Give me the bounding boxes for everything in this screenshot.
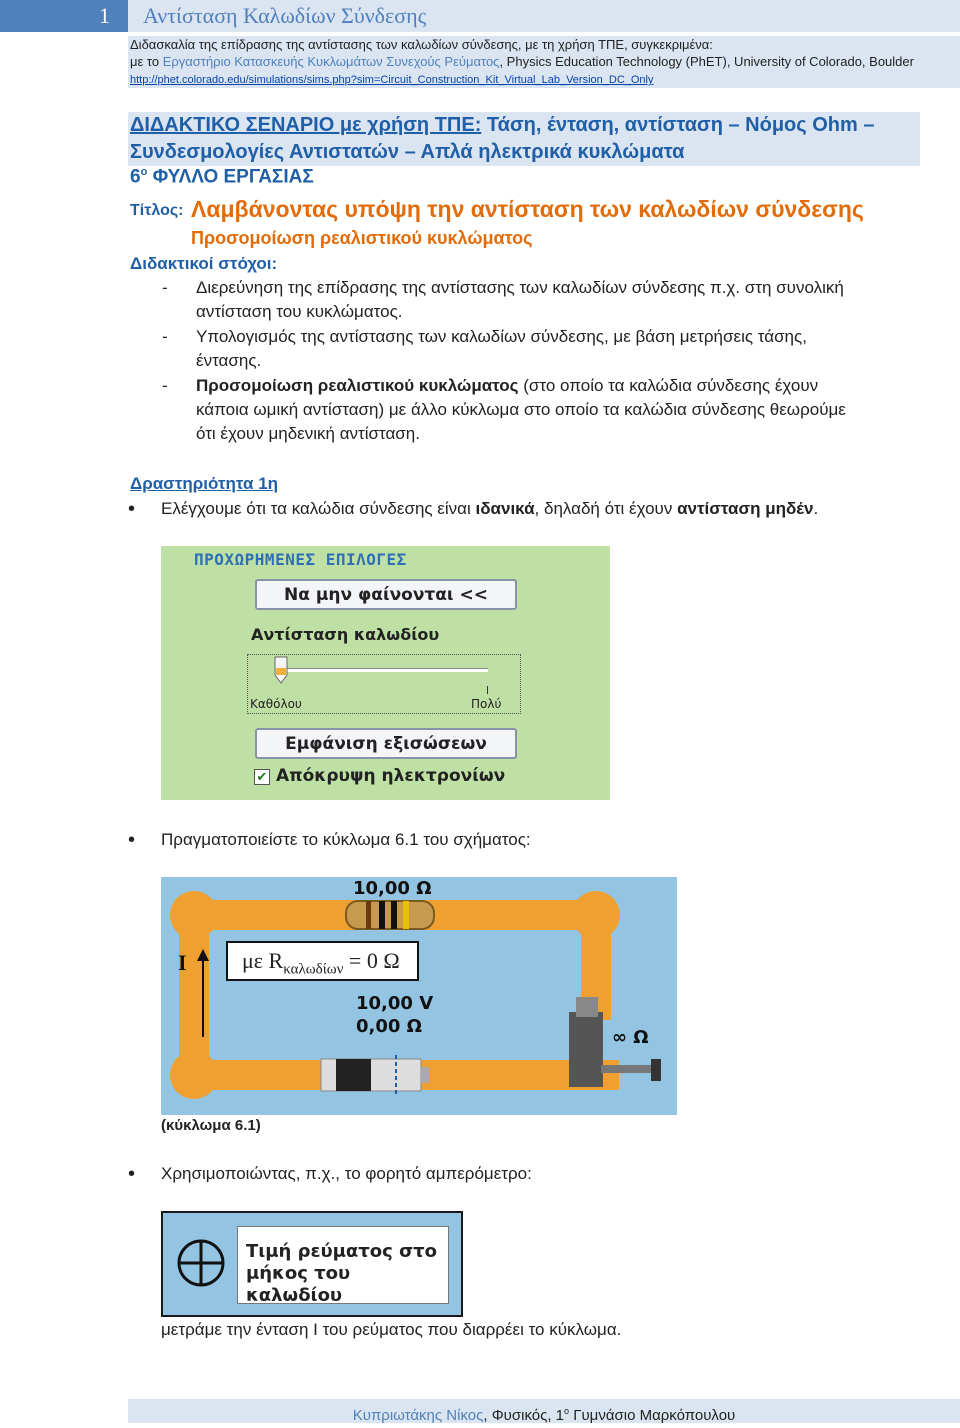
b1-end: . bbox=[813, 499, 819, 518]
ammeter-reading-label bbox=[237, 1226, 449, 1304]
measurement-text: μετράμε την ένταση Ι του ρεύματος που διαρρέει το κύκλωμα. bbox=[161, 1320, 622, 1339]
goal-item-2 bbox=[196, 325, 926, 373]
current-label: I bbox=[178, 950, 187, 975]
intro-lab-name: Εργαστήριο Κατασκευής Κυκλωμάτων Συνεχούς Ρεύματος bbox=[162, 54, 500, 69]
bullet-3-text: Χρησιμοποιώντας, π.χ., το φορητό αμπερόμετρο: bbox=[161, 1164, 532, 1183]
worksheet-subtitle: Προσομοίωση ρεαλιστικού κυκλώματος bbox=[191, 228, 533, 248]
footer-sup: ο bbox=[564, 1406, 570, 1416]
title-label: Τίτλος: bbox=[130, 202, 184, 219]
goal-item-1 bbox=[196, 276, 926, 324]
scenario-line-2: Συνδεσμολογίες Αντιστατών – Απλά ηλεκτρικά κυκλώματα bbox=[130, 141, 685, 163]
goal-3-line-1 bbox=[196, 374, 926, 398]
sheet-text: ΦΥΛΛΟ ΕΡΓΑΣΙΑΣ bbox=[147, 166, 314, 188]
intro-line-2 bbox=[128, 53, 960, 70]
bullet-2-text: Πραγματοποιείστε το κύκλωμα 6.1 του σχήματος: bbox=[161, 830, 531, 849]
hide-options-button[interactable]: Να μην φαίνονται << bbox=[255, 579, 517, 610]
page-title: Αντίσταση Καλωδίων Σύνδεσης bbox=[143, 3, 427, 28]
simulation-link[interactable]: http://phet.colorado.edu/simulations/sims.php?sim=Circuit_Construction_Kit_Virtual_Lab_Version_DC_Only bbox=[130, 74, 654, 86]
resistor-value: 10,00 Ω bbox=[353, 878, 432, 899]
goal-1-line-1: Διερεύνηση της επίδρασης της αντίστασης των καλωδίων σύνδεσης π.χ. στη συνολική bbox=[196, 278, 844, 297]
advanced-options-heading: ΠΡΟΧΩΡΗΜΕΝΕΣ ΕΠΙΛΟΓΕΣ bbox=[194, 550, 407, 569]
intro-suffix: , Physics Education Technology (PhET), University of Colorado, Boulder bbox=[499, 54, 914, 69]
scenario-box bbox=[128, 112, 920, 166]
ammeter-line-1: Τιμή ρεύματος στο bbox=[246, 1241, 437, 1262]
goal-2-line-2: έντασης. bbox=[196, 351, 262, 370]
sheet-num: 6 bbox=[130, 166, 141, 188]
worksheet-number bbox=[130, 166, 314, 188]
note-sub: καλωδίων bbox=[283, 961, 344, 978]
wire-resistance-note bbox=[226, 941, 419, 981]
worksheet-title: Λαμβάνοντας υπόψη την αντίσταση των καλωδίων σύνδεσης bbox=[191, 196, 864, 222]
slider-max-tick bbox=[487, 686, 488, 694]
goal-dash-3: - bbox=[162, 376, 168, 395]
note-pre: με R bbox=[242, 948, 284, 973]
b1-bold-ideal: ιδανικά bbox=[475, 499, 535, 518]
circuit-caption: (κύκλωμα 6.1) bbox=[161, 1117, 261, 1134]
battery-voltage: 10,00 V bbox=[356, 993, 434, 1014]
switch-resistance: ∞ Ω bbox=[612, 1027, 649, 1048]
goal-3-line-3: ότι έχουν μηδενική αντίσταση. bbox=[196, 424, 420, 443]
bullet-3-symbol: • bbox=[128, 1163, 136, 1185]
goal-3-line-2: κάποια ωμική αντίσταση) με άλλο κύκλωμα στο οποίο τα καλώδια σύνδεσης θεωρούμε bbox=[196, 400, 846, 419]
slider-min-label: Καθόλου bbox=[250, 697, 302, 711]
scenario-topic: Τάση, ένταση, αντίσταση – Νόμος Ohm – bbox=[481, 114, 875, 136]
goal-2-line-1: Υπολογισμός της αντίστασης των καλωδίων σύνδεσης, με βάση μετρήσεις τάσης, bbox=[196, 327, 807, 346]
page-number: 1 bbox=[0, 0, 128, 32]
footer-school: Γυμνάσιο Μαρκόπουλου bbox=[569, 1407, 736, 1424]
goal-1-line-2: αντίσταση του κυκλώματος. bbox=[196, 302, 403, 321]
b1-mid: , δηλαδή ότι έχουν bbox=[534, 499, 678, 518]
slider-thumb[interactable] bbox=[274, 656, 288, 684]
activity-heading: Δραστηριότητα 1η bbox=[130, 474, 279, 493]
goals-heading: Διδακτικοί στόχοι: bbox=[130, 254, 278, 273]
crosshair-icon[interactable] bbox=[176, 1238, 226, 1288]
scenario-label: ΔΙΔΑΚΤΙΚΟ ΣΕΝΑΡΙΟ με χρήση ΤΠΕ: bbox=[130, 114, 482, 136]
footer bbox=[128, 1399, 960, 1423]
slider-track[interactable] bbox=[283, 668, 488, 672]
goal-dash-1: - bbox=[162, 278, 168, 297]
battery-resistance: 0,00 Ω bbox=[356, 1016, 422, 1037]
bullet-1-symbol: • bbox=[128, 498, 136, 520]
b1-bold-zero: αντίσταση μηδέν bbox=[677, 499, 814, 518]
goal-item-3 bbox=[196, 374, 926, 446]
goal-3-rest: (στο οποίο τα καλώδια σύνδεσης έχουν bbox=[518, 376, 819, 395]
ammeter-line-2: μήκος του καλωδίου bbox=[246, 1263, 351, 1306]
intro-box bbox=[128, 36, 960, 88]
hide-electrons-label: Απόκρυψη ηλεκτρονίων bbox=[276, 766, 506, 786]
sheet-sup: ο bbox=[140, 166, 148, 178]
wire-resistance-label: Αντίσταση καλωδίου bbox=[251, 625, 440, 644]
intro-prefix: με το bbox=[130, 54, 163, 69]
hide-electrons-checkbox[interactable]: ✔ bbox=[254, 769, 270, 785]
b1-pre: Ελέγχουμε ότι τα καλώδια σύνδεσης είναι bbox=[161, 499, 476, 518]
goal-3-bold: Προσομοίωση ρεαλιστικού κυκλώματος bbox=[196, 376, 519, 395]
intro-line-1: Διδασκαλία της επίδρασης της αντίστασης των καλωδίων σύνδεσης, με τη χρήση ΤΠΕ, συγκεκριμένα: bbox=[130, 37, 713, 52]
slider-max-label: Πολύ bbox=[471, 697, 502, 711]
bullet-1-text bbox=[161, 497, 818, 521]
show-equations-button[interactable]: Εμφάνιση εξισώσεων bbox=[255, 728, 517, 759]
note-post: = 0 Ω bbox=[343, 948, 400, 973]
goal-dash-2: - bbox=[162, 327, 168, 346]
footer-author: Κυπριωτάκης Νίκος bbox=[352, 1407, 484, 1424]
footer-role: , Φυσικός, 1 bbox=[483, 1407, 565, 1424]
bullet-2-symbol: • bbox=[128, 829, 136, 851]
scenario-line-1 bbox=[128, 112, 920, 139]
